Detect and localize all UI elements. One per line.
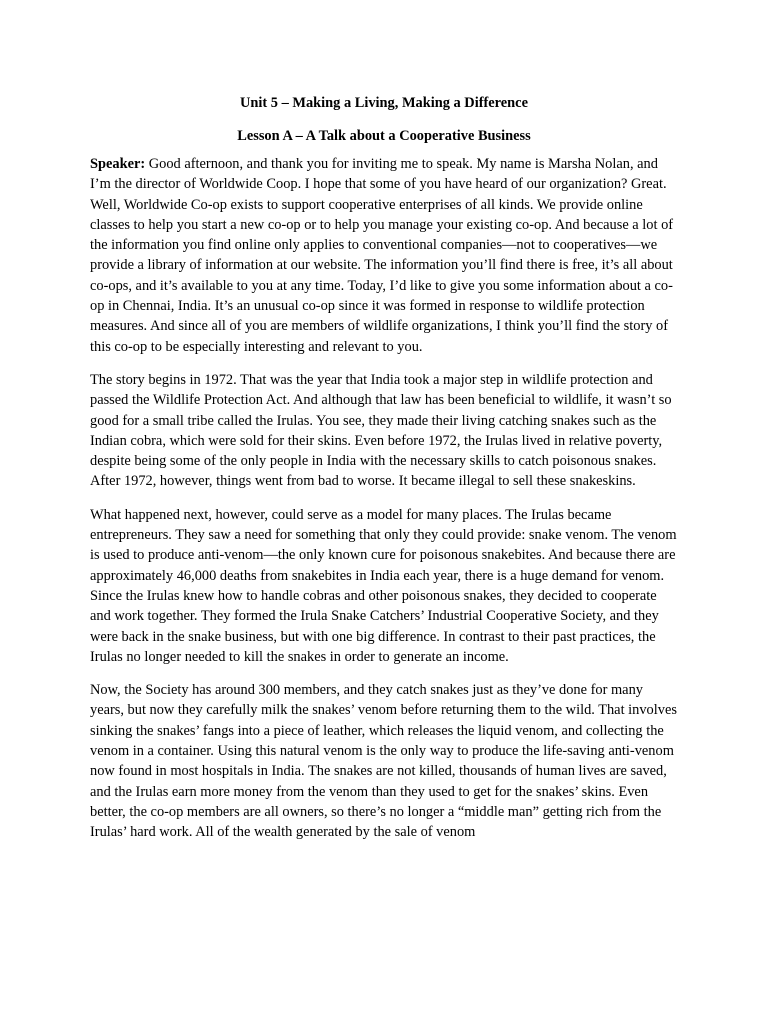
paragraph-3: What happened next, however, could serve as a model for many places. The Irulas became entrepreneurs. They saw a need for something that only they could provide: snake venom. The venom is used to produce anti-venom—the only known cure for poisonous snakebites. And because there are approximately 46,000 deaths from snakebites in India each year, there is a huge demand for venom. Since the Irulas knew how to handle cobras and other poisonous snakes, they decided to cooperate and work together. They formed the Irula Snake Catchers’ Industrial Cooperative Society, and they were back in the snake business, but with one big difference. In contrast to their past practices, the Irulas no longer needed to kill the snakes in order to generate an income. [90, 506, 677, 665]
lesson-title: Lesson A – A Talk about a Cooperative Business [237, 128, 531, 144]
paragraph-2: The story begins in 1972. That was the year that India took a major step in wildlife protection and passed the Wildlife Protection Act. And although that law has been beneficial to wildlife, it wasn’t so good for a small tribe called the Irulas. You see, they made their living catching snakes such as the Indian cobra, which were sold for their skins. Even before 1972, the Irulas lived in relative poverty, despite being some of the only people in India with the necessary skills to catch poisonous snakes. After 1972, however, things went from bad to worse. It became illegal to sell these snakeskins. [90, 371, 672, 490]
unit-title: Unit 5 – Making a Living, Making a Difference [240, 95, 528, 111]
speaker-label: Speaker: [90, 156, 146, 172]
paragraph-1-text: Good afternoon, and thank you for inviting me to speak. My name is Marsha Nolan, and I’m the director of Worldwide Coop. I hope that some of you have heard of our organization? Great. Well, Worldwide Co-op exists to support cooperative enterprises of all kinds. We provide online classes to help you start a new co-op or to help you manage your existing co-op. And because a lot of the information you find online only applies to conventional companies—not to cooperatives—we provide a library of information at our website. The information you’ll find there is free, it’s all about co-ops, and it’s available to you at any time. Today, I’d like to give you some information about a co-op in Chennai, India. It’s an unusual co-op since it was formed in response to wildlife protection measures. And since all of you are members of wildlife organizations, I think you’ll find the story of this co-op to be especially interesting and relevant to you. [90, 156, 674, 355]
document-page [90, 93, 678, 856]
paragraph-4: Now, the Society has around 300 members, and they catch snakes just as they’ve done for many years, but now they carefully milk the snakes’ venom before returning them to the wild. That involves sinking the snakes’ fangs into a piece of leather, which releases the liquid venom, and collecting the venom in a container. Using this natural venom is the only way to produce the life-saving anti-venom now found in most hospitals in India. The snakes are not killed, thousands of human lives are saved, and the Irulas earn more money from the venom than they used to get for the snakes’ skins. Even better, the co-op members are all owners, so there’s no longer a “middle man” getting rich from the Irulas’ hard work. All of the wealth generated by the sale of venom [90, 682, 677, 841]
paragraph-1 [90, 154, 678, 357]
